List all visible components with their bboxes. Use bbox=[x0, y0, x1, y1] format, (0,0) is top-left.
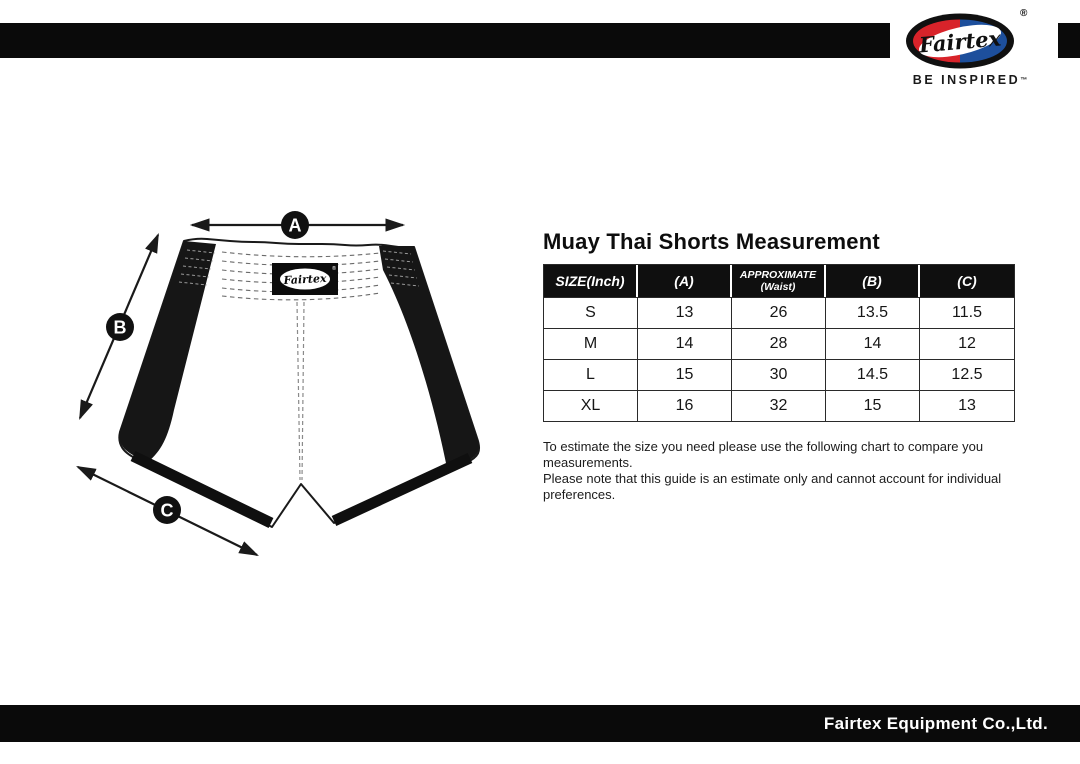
brand-tagline bbox=[890, 73, 1050, 87]
col-header-size: SIZE(Inch) bbox=[544, 265, 638, 297]
table-row-s bbox=[544, 297, 1014, 328]
fairtex-oval-logo-icon bbox=[904, 11, 1016, 71]
measure-label-b: B bbox=[113, 317, 127, 338]
sizing-note-line2: Please note that this guide is an estimate only and cannot account for individual preferences. bbox=[543, 471, 1002, 502]
company-name: Fairtex Equipment Co.,Ltd. bbox=[823, 713, 1048, 733]
cell-b: 14.5 bbox=[826, 359, 920, 390]
sizing-note-line1: To estimate the size you need please use the following chart to compare you measurements. bbox=[543, 439, 984, 470]
measure-arrow-a bbox=[192, 211, 403, 239]
cell-c: 13 bbox=[920, 390, 1014, 421]
size-table bbox=[543, 264, 1015, 422]
col-header-a: (A) bbox=[638, 265, 732, 297]
cell-a: 14 bbox=[638, 328, 732, 359]
table-row-m bbox=[544, 328, 1014, 359]
cell-b: 15 bbox=[826, 390, 920, 421]
logo-script-text: Fairtex bbox=[918, 25, 1002, 58]
size-table-header-row bbox=[544, 265, 1014, 297]
sizing-note bbox=[543, 439, 1023, 503]
trademark-symbol: ™ bbox=[1020, 77, 1028, 84]
cell-waist: 26 bbox=[732, 297, 826, 328]
measure-label-a: A bbox=[288, 215, 302, 236]
shorts-measurement-diagram bbox=[40, 190, 520, 580]
measure-label-c: C bbox=[160, 500, 174, 521]
tagline-text: BE INSPIRED bbox=[912, 73, 1021, 87]
cell-size: XL bbox=[544, 390, 638, 421]
cell-b: 14 bbox=[826, 328, 920, 359]
cell-size: L bbox=[544, 359, 638, 390]
col-header-c: (C) bbox=[920, 265, 1014, 297]
cell-c: 11.5 bbox=[920, 297, 1014, 328]
cell-c: 12.5 bbox=[920, 359, 1014, 390]
patch-registered-mark: ® bbox=[332, 266, 337, 272]
col-header-b: (B) bbox=[826, 265, 920, 297]
cell-waist: 28 bbox=[732, 328, 826, 359]
col-header-waist-line2: (Waist) bbox=[760, 281, 796, 293]
cell-a: 13 bbox=[638, 297, 732, 328]
cell-waist: 32 bbox=[732, 390, 826, 421]
footer-black-bar bbox=[0, 705, 1080, 742]
registered-trademark-symbol: ® bbox=[1020, 8, 1028, 19]
col-header-waist-line1: APPROXIMATE bbox=[739, 268, 817, 281]
cell-size: S bbox=[544, 297, 638, 328]
table-row-xl bbox=[544, 390, 1014, 421]
table-row-l bbox=[544, 359, 1014, 390]
cell-size: M bbox=[544, 328, 638, 359]
patch-script-text: Fairtex bbox=[283, 271, 327, 288]
col-header-waist bbox=[732, 265, 826, 297]
cell-a: 15 bbox=[638, 359, 732, 390]
waistband-patch bbox=[272, 263, 338, 295]
cell-c: 12 bbox=[920, 328, 1014, 359]
page-title: Muay Thai Shorts Measurement bbox=[543, 229, 880, 254]
cell-b: 13.5 bbox=[826, 297, 920, 328]
cell-a: 16 bbox=[638, 390, 732, 421]
fairtex-logo-box bbox=[890, 2, 1058, 96]
cell-waist: 30 bbox=[732, 359, 826, 390]
